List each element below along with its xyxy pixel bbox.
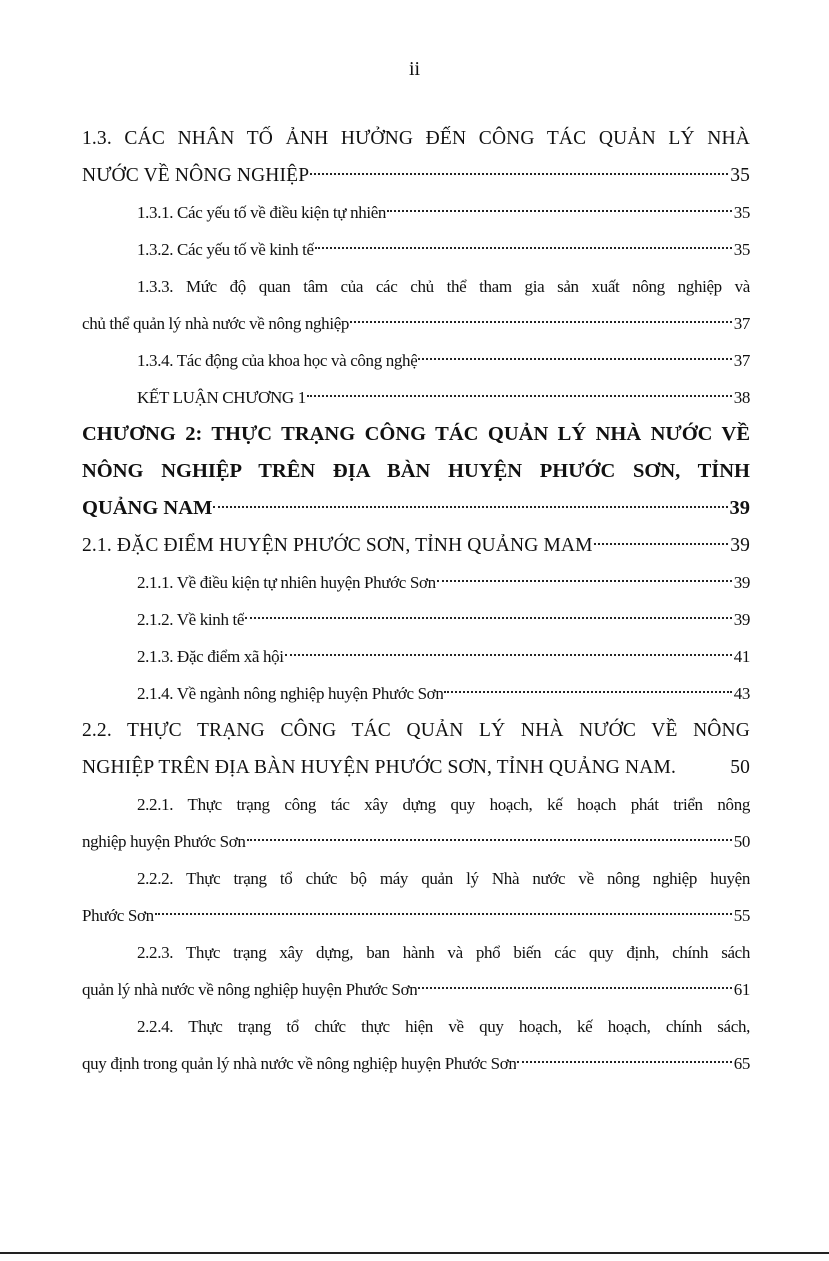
toc-entry-2-1-3[interactable] xyxy=(82,638,750,675)
toc-page-number: 55 xyxy=(733,906,750,925)
toc-entry-text: chủ thể quản lý nhà nước về nông nghiệp xyxy=(82,314,350,333)
dot-leader xyxy=(213,505,727,508)
toc-page-number: 39 xyxy=(733,610,750,629)
dot-leader xyxy=(285,653,732,656)
toc-entry-2-2-4-line1: 2.2.4. Thực trạng tổ chức thực hiện về quy hoạch, kế hoạch, chính sách, xyxy=(137,1017,750,1036)
toc-page-number: 37 xyxy=(733,314,750,333)
dot-leader xyxy=(245,616,732,619)
dot-leader xyxy=(517,1060,731,1063)
toc-chapter-2-line1: CHƯƠNG 2: THỰC TRẠNG CÔNG TÁC QUẢN LÝ NHÀ NƯỚC VỀ xyxy=(82,423,750,445)
toc-chapter-2-line2: NÔNG NGHIỆP TRÊN ĐỊA BÀN HUYỆN PHƯỚC SƠN, TỈNH xyxy=(82,460,750,482)
dot-leader xyxy=(155,912,732,915)
toc-page-number: 43 xyxy=(733,684,750,703)
toc-entry-1-3[interactable] xyxy=(82,157,750,194)
dot-leader xyxy=(247,838,732,841)
dot-leader xyxy=(307,394,732,397)
toc-entry-text: 2.1. ĐẶC ĐIỂM HUYỆN PHƯỚC SƠN, TỈNH QUẢNG MAM xyxy=(82,535,593,556)
toc-page-number: 39 xyxy=(730,535,750,556)
toc-entry-2-2-2[interactable] xyxy=(82,897,750,934)
toc-entry-text: KẾT LUẬN CHƯƠNG 1 xyxy=(137,388,306,407)
toc-entry-2-1-2[interactable] xyxy=(82,601,750,638)
toc-chapter-2[interactable] xyxy=(82,490,750,527)
toc-entry-2-1-4[interactable] xyxy=(82,675,750,712)
toc-page-number: 39 xyxy=(729,497,750,519)
toc-entry-1-3-3-line1: 1.3.3. Mức độ quan tâm của các chủ thể tham gia sản xuất nông nghiệp và xyxy=(137,277,750,296)
toc-entry-text: NƯỚC VỀ NÔNG NGHIỆP xyxy=(82,165,310,186)
table-of-contents xyxy=(82,120,750,1082)
toc-page-number: 37 xyxy=(733,351,750,370)
toc-entry-2-2-3-line1: 2.2.3. Thực trạng xây dựng, ban hành và phổ biến các quy định, chính sách xyxy=(137,943,750,962)
toc-entry-2-2-3[interactable] xyxy=(82,971,750,1008)
toc-entry-2-2-1[interactable] xyxy=(82,823,750,860)
toc-entry-text: QUẢNG NAM xyxy=(82,497,213,519)
dot-leader xyxy=(437,579,732,582)
toc-page-number: 61 xyxy=(733,980,750,999)
toc-entry-text: Phước Sơn xyxy=(82,906,154,925)
toc-entry-text: 1.3.2. Các yếu tố về kinh tế xyxy=(137,240,314,259)
toc-entry-text: 1.3.4. Tác động của khoa học và công nghệ xyxy=(137,351,418,370)
toc-entry-1-3-line1: 1.3. CÁC NHÂN TỐ ẢNH HƯỞNG ĐẾN CÔNG TÁC QUẢN LÝ NHÀ xyxy=(82,128,750,149)
toc-page-number: 35 xyxy=(730,165,750,186)
toc-page-number: 39 xyxy=(733,573,750,592)
toc-entry-2-2-2-line1: 2.2.2. Thực trạng tổ chức bộ máy quản lý Nhà nước về nông nghiệp huyện xyxy=(137,869,750,888)
toc-entry-1-3-1[interactable] xyxy=(82,194,750,231)
toc-entry-text: NGHIỆP TRÊN ĐỊA BÀN HUYỆN PHƯỚC SƠN, TỈNH QUẢNG NAM. xyxy=(82,757,677,778)
dot-leader xyxy=(387,209,732,212)
toc-entry-text: 2.1.4. Về ngành nông nghiệp huyện Phước Sơn xyxy=(137,684,444,703)
toc-entry-2-1[interactable] xyxy=(82,527,750,564)
toc-page-number: 41 xyxy=(733,647,750,666)
dot-leader xyxy=(594,542,729,545)
toc-entry-1-3-2[interactable] xyxy=(82,231,750,268)
toc-page-number: 65 xyxy=(733,1054,750,1073)
toc-entry-text: nghiệp huyện Phước Sơn xyxy=(82,832,246,851)
toc-entry-2-2-4[interactable] xyxy=(82,1045,750,1082)
toc-entry-text: quản lý nhà nước về nông nghiệp huyện Phước Sơn xyxy=(82,980,418,999)
toc-entry-1-3-3[interactable] xyxy=(82,305,750,342)
toc-entry-1-3-4[interactable] xyxy=(82,342,750,379)
dot-leader xyxy=(350,320,732,323)
dot-leader xyxy=(418,986,731,989)
dot-leader xyxy=(310,172,728,175)
toc-entry-text: 2.1.2. Về kinh tế xyxy=(137,610,245,629)
toc-page-number: 35 xyxy=(733,240,750,259)
toc-entry-2-1-1[interactable] xyxy=(82,564,750,601)
dot-leader xyxy=(444,690,731,693)
toc-entry-2-2-1-line1: 2.2.1. Thực trạng công tác xây dựng quy hoạch, kế hoạch phát triển nông xyxy=(137,795,750,814)
toc-entry-2-2[interactable] xyxy=(82,749,750,786)
toc-entry-text: quy định trong quản lý nhà nước về nông nghiệp huyện Phước Sơn xyxy=(82,1054,517,1073)
bottom-rule xyxy=(0,1252,829,1254)
dot-leader xyxy=(315,246,732,249)
toc-entry-text: 2.1.1. Về điều kiện tự nhiên huyện Phước Sơn xyxy=(137,573,436,592)
toc-page-number: 50 xyxy=(733,832,750,851)
dot-leader xyxy=(418,357,731,360)
toc-entry-text: 2.1.3. Đặc điểm xã hội xyxy=(137,647,284,666)
toc-entry-text: 1.3.1. Các yếu tố về điều kiện tự nhiên xyxy=(137,203,387,222)
page-number: ii xyxy=(408,58,421,80)
toc-page-number: 50 xyxy=(730,757,750,778)
toc-page-number: 38 xyxy=(733,388,750,407)
toc-page-number: 35 xyxy=(733,203,750,222)
toc-entry-2-2-line1: 2.2. THỰC TRẠNG CÔNG TÁC QUẢN LÝ NHÀ NƯỚC VỀ NÔNG xyxy=(82,720,750,741)
toc-entry-chapter-1-conclusion[interactable] xyxy=(82,379,750,416)
